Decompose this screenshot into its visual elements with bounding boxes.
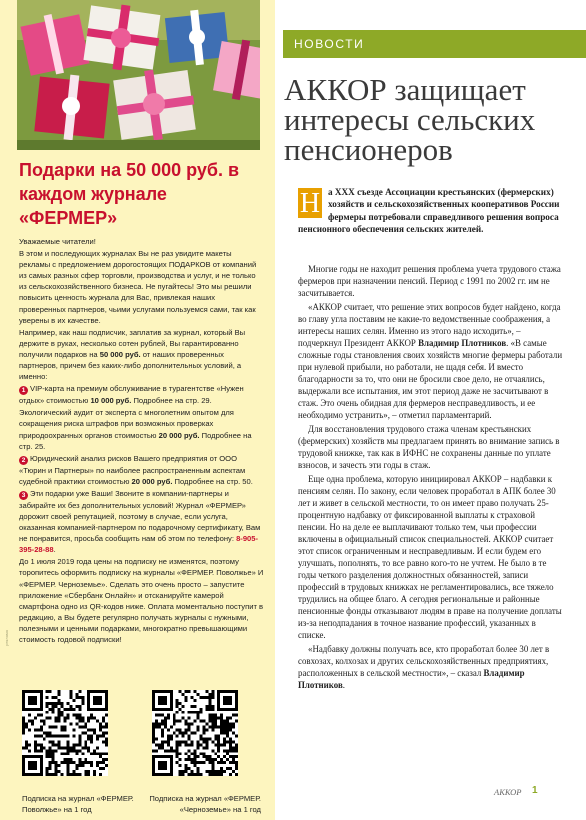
article-paragraph: Для восстановления трудового стажа членам крестьянских (фермерских) хозяйств мы предлагаем принять во внимание запись в трудовой книжке, так как в ИФНС не сохранены данные по уплате взносов, и зачесть эти годы в стаж. [298, 424, 560, 470]
article-headline: АККОР защищает интересы сельских пенсионеров [284, 72, 536, 167]
drop-cap: Н [299, 188, 321, 219]
article-paragraph: «Надбавку должны получать все, кто проработал более 30 лет в совхозах, колхозах и других сельскохозяйственных предприятиях, расположенных в сельской местности», – сказал Владимир Плотников. [298, 644, 550, 690]
promo-title: Подарки на 50 000 руб. в каждом журнале «ФЕРМЕР» [19, 160, 240, 228]
number-badge: 1 [19, 386, 28, 395]
article-paragraph: Еще одна проблема, которую инициировал АККОР – надбавки к пенсиям селян. По закону, если человек проработал в АПК более 30 лет и живет в сельской местности, то он имеет право получать 25-процентную надбавку от фиксированной выплаты к страховой пенсии. Но на деле ее выплачивают только тем, чьи профессии включены в официальный список специальностей. АККОР считает этот список ограниченным и несправедливым. И если будем его улучшать, пополнять, то все равно кого-то не учтем. Не было в те годы четкого разделения должностных обязанностей, записи профессий в трудовых книжках не регламентировались, все тяжело трудились на общее благо. А сегодня региональные и районные пенсионные фонды отказывают людям в праве на получение доплаты из-за неподпадания в точное название профессий, указанных в списке. [298, 474, 562, 640]
article-paragraph: Многие годы не находит решения проблема учета трудового стажа фермеров при назначении пенсий. Период с 1991 по 2002 гг. им не засчитывается. [298, 264, 561, 298]
promo-body [19, 236, 264, 646]
article-body [298, 263, 563, 693]
promo-paragraph: До 1 июля 2019 года цены на подписку не изменятся, поэтому торопитесь оформить подписку на журналы «ФЕРМЕР. Поволжье» И «ФЕРМЕР. Черноземье». Сделать это очень просто – запустите приложение «Сбербанк Онлайн» и отсканируйте камерой смартфона одно из QR-кодов ниже. Оплата моментально поступит в редакцию, а Вы будете регулярно получать журналы с нужными, полезными и ценными подарками, многократно превышающими стоимость годовой подписки! [19, 557, 264, 644]
gift-item-2: 2 Юридический анализ рисков Вашего предприятия от ООО «Тюрин и Партнеры» по наиболее распространенным аспектам судебной практики стоимостью 20 000 руб. Подробнее на стр. 50. [19, 453, 253, 486]
article-paragraph: «АККОР считает, что решение этих вопросов будет найдено, когда во главу угла поставим не какие-то ведомственные соображения, а интересы наших селян. Именно из этого надо исходить», – подчеркнул Президент АККОР Владимир Плотников. «В самые сложные годы становления своих хозяйств многие фермеры работали при нулевой прибыли, но работали, не щадя себя. И вместо благодарности за то, что они не бросили свое дело, не отчаялись, выдержали все испытания, им этот период даже не засчитывают в стаж. Это очень обидная для фермеров несправедливость, и ее необходимо устранить», – отметил парламентарий. [298, 302, 563, 420]
qr-code-chernozemye[interactable] [152, 690, 238, 776]
page-number: 1 [532, 785, 538, 796]
number-badge: 2 [19, 456, 28, 465]
ad-side-note: реклама [4, 630, 9, 646]
qr-code-povolzhye[interactable] [22, 690, 108, 776]
footer-brand: АККОР [494, 787, 522, 797]
gift-item-1: 1 VIP-карта на премиум обслуживание в турагентстве «Нужен отдых» стоимостью 10 000 руб. Подробнее на стр. 29. [19, 384, 244, 406]
promo-paragraph: В этом и последующих журналах Вы не раз увидите макеты рекламы с предложением дорогостоящих ПОДАРКОВ от компаний из самых разных сфер торговли, производства и услуг, и не только из сельскохозяйственного бизнеса. Не пугайтесь! Это мы решили повысить ценность журнала для Вас, привлекая наших проверенных партнеров, чьими услугами пользуемся сами, так как уверены в их качестве. [19, 249, 257, 325]
gift-item-3: 3 Эти подарки уже Ваши! Звоните в компании-партнеры и забирайте их без дополнительных условий! Журнал «ФЕРМЕР» дорожит своей репутацией, поэтому в случае, если услуга, оказанная компанией-партнером по подарочному сертификату, Вам не понравится, просьба сообщить нам об этом по телефону: 8-905-395-28-88. [19, 488, 261, 555]
promo-paragraph: Например, как наш подписчик, заплатив за журнал, который Вы держите в руках, несколько сотен рублей, Вы гарантированно получили подарков на 50 000 руб. от наших проверенных партнеров, причем без каких-либо дополнительных условий, а именно: [19, 327, 246, 382]
phone-number: 8-905-395-28-88 [19, 534, 259, 555]
gift-item-1b: Экологический аудит от эксперта с многолетним опытом для сокращения риска штрафов при возможных проверках природоохранных органов стоимостью 20 000 руб. Подробнее на стр. 25. [19, 408, 252, 451]
news-section-bar [283, 30, 586, 58]
gift-boxes-photo [17, 0, 260, 150]
qr-caption-chernozemye: Подписка на журнал «ФЕРМЕР. «Черноземье» на 1 год [149, 794, 261, 814]
promo-column [0, 0, 275, 820]
article-lead: Н а XXX съезде Ассоциации крестьянских (фермерских) хозяйств и сельскохозяйственных кооперативов России фермеры потребовали справедливого решения вопроса пенсионного обеспечения сельских жителей. [298, 187, 560, 235]
section-label: НОВОСТИ [294, 37, 365, 51]
promo-greeting: Уважаемые читатели! [19, 237, 96, 246]
number-badge: 3 [19, 491, 28, 500]
qr-caption-povolzhye: Подписка на журнал «ФЕРМЕР. Поволжье» на 1 год [22, 794, 134, 814]
